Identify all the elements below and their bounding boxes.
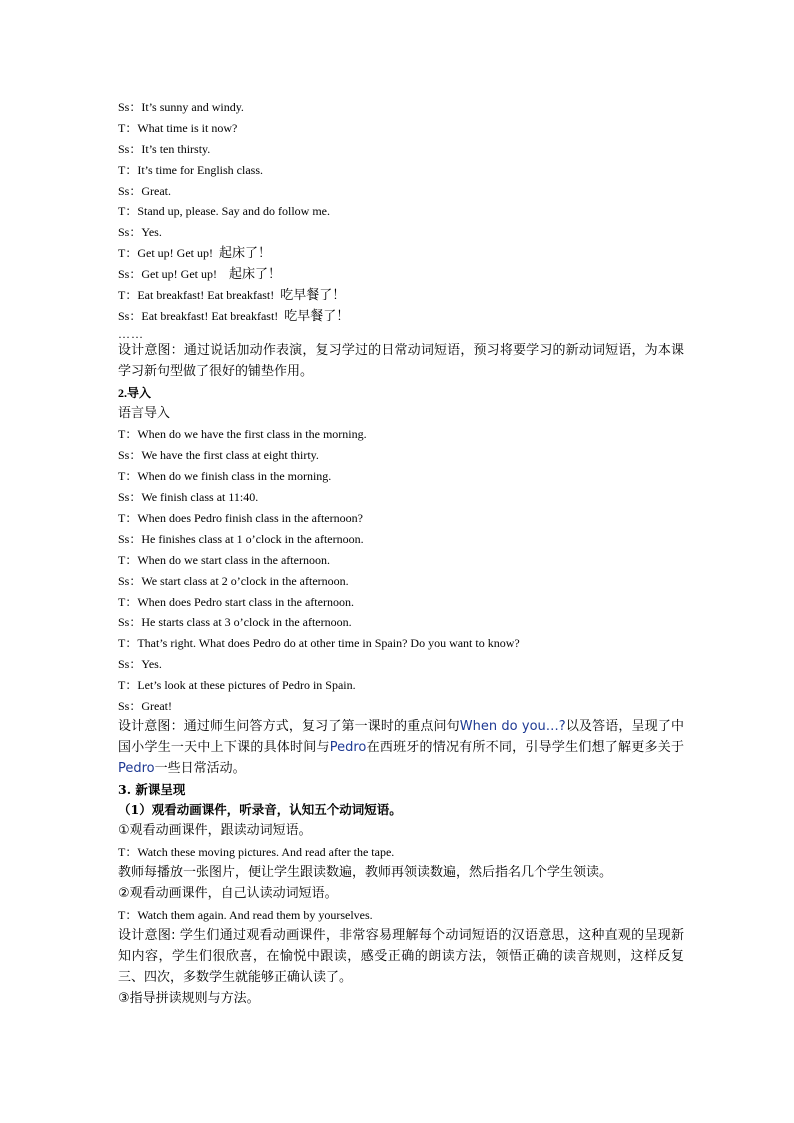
dialogue-line bbox=[118, 550, 684, 571]
design-intent-1: 设计意图：通过说话加动作表演，复习学过的日常动词短语，预习将要学习的新动词短语，为本课学习新句型做了很好的铺垫作用。 bbox=[118, 342, 684, 379]
section-heading-intro: 2.导入 bbox=[118, 385, 152, 400]
dialogue-line bbox=[118, 466, 684, 487]
section-heading-new-lesson: 3. 新课呈现 bbox=[118, 781, 186, 797]
utterance: Get up! Get up! bbox=[137, 246, 219, 261]
dialogue-line bbox=[118, 633, 684, 654]
dialogue-2 bbox=[118, 424, 684, 716]
speaker: T： bbox=[118, 288, 138, 303]
dialogue-line bbox=[118, 160, 684, 181]
utterance: It’s time for English class. bbox=[137, 162, 263, 177]
dialogue-line bbox=[118, 592, 684, 613]
step-1: ①观看动画课件，跟读动词短语。 bbox=[118, 823, 312, 839]
utterance-chinese: 起床了！ bbox=[219, 246, 272, 262]
utterance: We finish class at 11:40. bbox=[141, 490, 259, 505]
utterance: What time is it now? bbox=[137, 120, 238, 135]
utterance: Stand up, please. Say and do follow me. bbox=[137, 204, 330, 219]
speaker: Ss： bbox=[118, 573, 142, 588]
utterance: When do we start class in the afternoon. bbox=[137, 552, 330, 567]
utterance: Great! bbox=[141, 698, 173, 713]
section-subheading: 语言导入 bbox=[118, 405, 171, 421]
design-intent-3: 设计意图: 学生们通过观看动画课件，非常容易理解每个动词短语的汉语意思，这种直观的呈现新知内容，学生们很欣喜，在愉悦中跟读，感受正确的朗读方法，领悟正确的读音规则，这样反复三、四次，多数学生就能够正确认读了。 bbox=[118, 927, 684, 985]
speaker: Ss： bbox=[118, 698, 142, 713]
intent-highlight: When do you…? bbox=[459, 718, 566, 734]
utterance: That’s right. What does Pedro do at other time in Spain? Do you want to know? bbox=[137, 636, 520, 651]
speaker: T： bbox=[118, 636, 138, 651]
speaker: Ss： bbox=[118, 490, 142, 505]
utterance: Let’s look at these pictures of Pedro in Spain. bbox=[137, 678, 356, 693]
dialogue-line bbox=[118, 529, 684, 550]
speaker: Ss： bbox=[118, 615, 142, 630]
speaker: T： bbox=[118, 162, 138, 177]
dialogue-line bbox=[118, 654, 684, 675]
intent-text: 以及答语，呈现了中国小学生一天中上下课的具体时间与 bbox=[118, 718, 684, 755]
speaker: Ss： bbox=[118, 531, 142, 546]
document-page bbox=[118, 97, 684, 1009]
speaker: Ss： bbox=[118, 308, 142, 323]
utterance: Great. bbox=[141, 183, 172, 198]
dialogue-line bbox=[118, 139, 684, 160]
utterance: When do we finish class in the morning. bbox=[137, 469, 332, 484]
dialogue-line bbox=[118, 905, 684, 926]
dialogue-line bbox=[118, 842, 684, 863]
dialogue-line bbox=[118, 97, 684, 118]
speaker: T： bbox=[118, 246, 138, 261]
intent-text: 设计意图：通过师生问答方式，复习了第一课时的重点问句 bbox=[118, 718, 460, 734]
utterance: He starts class at 3 o’clock in the afternoon. bbox=[141, 615, 352, 630]
utterance: Yes. bbox=[141, 657, 162, 672]
speaker: T： bbox=[118, 469, 138, 484]
utterance-chinese: 吃早餐了！ bbox=[280, 288, 346, 304]
utterance: When do we have the first class in the morning. bbox=[137, 427, 367, 442]
section-subheading-bold: （1）观看动画课件，听录音，认知五个动词短语。 bbox=[118, 802, 402, 818]
dialogue-line bbox=[118, 612, 684, 633]
speaker: T： bbox=[118, 427, 138, 442]
utterance-chinese: 吃早餐了！ bbox=[284, 308, 350, 324]
utterance: It’s sunny and windy. bbox=[141, 100, 244, 114]
speaker: T： bbox=[118, 120, 138, 135]
dialogue-line bbox=[118, 508, 684, 529]
utterance-chinese: 起床了！ bbox=[229, 267, 282, 283]
dialogue-line bbox=[118, 285, 684, 306]
speaker: T： bbox=[118, 845, 138, 860]
utterance: Eat breakfast! Eat breakfast! bbox=[137, 288, 281, 303]
dialogue-line bbox=[118, 243, 684, 264]
utterance: Get up! Get up! bbox=[141, 267, 230, 282]
speaker: Ss： bbox=[118, 267, 142, 282]
utterance: Watch them again. And read them by yourselves. bbox=[137, 907, 373, 922]
speaker: T： bbox=[118, 594, 138, 609]
step-3: ③指导拼读规则与方法。 bbox=[118, 990, 260, 1006]
dialogue-line bbox=[118, 571, 684, 592]
utterance: Eat breakfast! Eat breakfast! bbox=[141, 308, 285, 323]
dialogue-line bbox=[118, 222, 684, 243]
dialogue-line bbox=[118, 181, 684, 202]
dialogue-line bbox=[118, 696, 684, 717]
speaker: Ss： bbox=[118, 225, 142, 240]
intent-text: 一些日常活动。 bbox=[154, 760, 246, 776]
speaker: Ss： bbox=[118, 183, 142, 198]
speaker: T： bbox=[118, 510, 138, 525]
utterance: Watch these moving pictures. And read after the tape. bbox=[137, 845, 395, 860]
speaker: Ss： bbox=[118, 657, 142, 672]
dialogue-line bbox=[118, 445, 684, 466]
dialogue-line bbox=[118, 675, 684, 696]
speaker: T： bbox=[118, 552, 138, 567]
step-1-note: 教师每播放一张图片，便让学生跟读数遍，教师再领读数遍，然后指名几个学生领读。 bbox=[118, 865, 613, 881]
speaker: T： bbox=[118, 907, 138, 922]
design-intent-2 bbox=[118, 717, 684, 780]
intent-highlight: Pedro bbox=[118, 760, 155, 776]
ellipsis: …… bbox=[118, 326, 144, 341]
dialogue-line bbox=[118, 487, 684, 508]
dialogue-line bbox=[118, 264, 684, 285]
speaker: T： bbox=[118, 204, 138, 219]
dialogue-line bbox=[118, 424, 684, 445]
dialogue-line bbox=[118, 306, 684, 327]
utterance: We start class at 2 o’clock in the afternoon. bbox=[141, 573, 349, 588]
utterance: We have the first class at eight thirty. bbox=[141, 448, 319, 463]
intent-text: 在西班牙的情况有所不同，引导学生们想了解更多关于 bbox=[366, 739, 684, 755]
utterance: Yes. bbox=[141, 225, 162, 240]
utterance: When does Pedro start class in the afternoon. bbox=[137, 594, 354, 609]
speaker: Ss： bbox=[118, 100, 142, 114]
dialogue-1 bbox=[118, 97, 684, 327]
utterance: It’s ten thirsty. bbox=[141, 141, 211, 156]
step-2: ②观看动画课件，自己认读动词短语。 bbox=[118, 886, 338, 902]
dialogue-line bbox=[118, 118, 684, 139]
speaker: Ss： bbox=[118, 448, 142, 463]
utterance: When does Pedro finish class in the afternoon? bbox=[137, 510, 363, 525]
dialogue-line bbox=[118, 201, 684, 222]
speaker: T： bbox=[118, 678, 138, 693]
intent-highlight: Pedro bbox=[329, 739, 367, 755]
speaker: Ss： bbox=[118, 141, 142, 156]
utterance: He finishes class at 1 o’clock in the afternoon. bbox=[141, 531, 364, 546]
